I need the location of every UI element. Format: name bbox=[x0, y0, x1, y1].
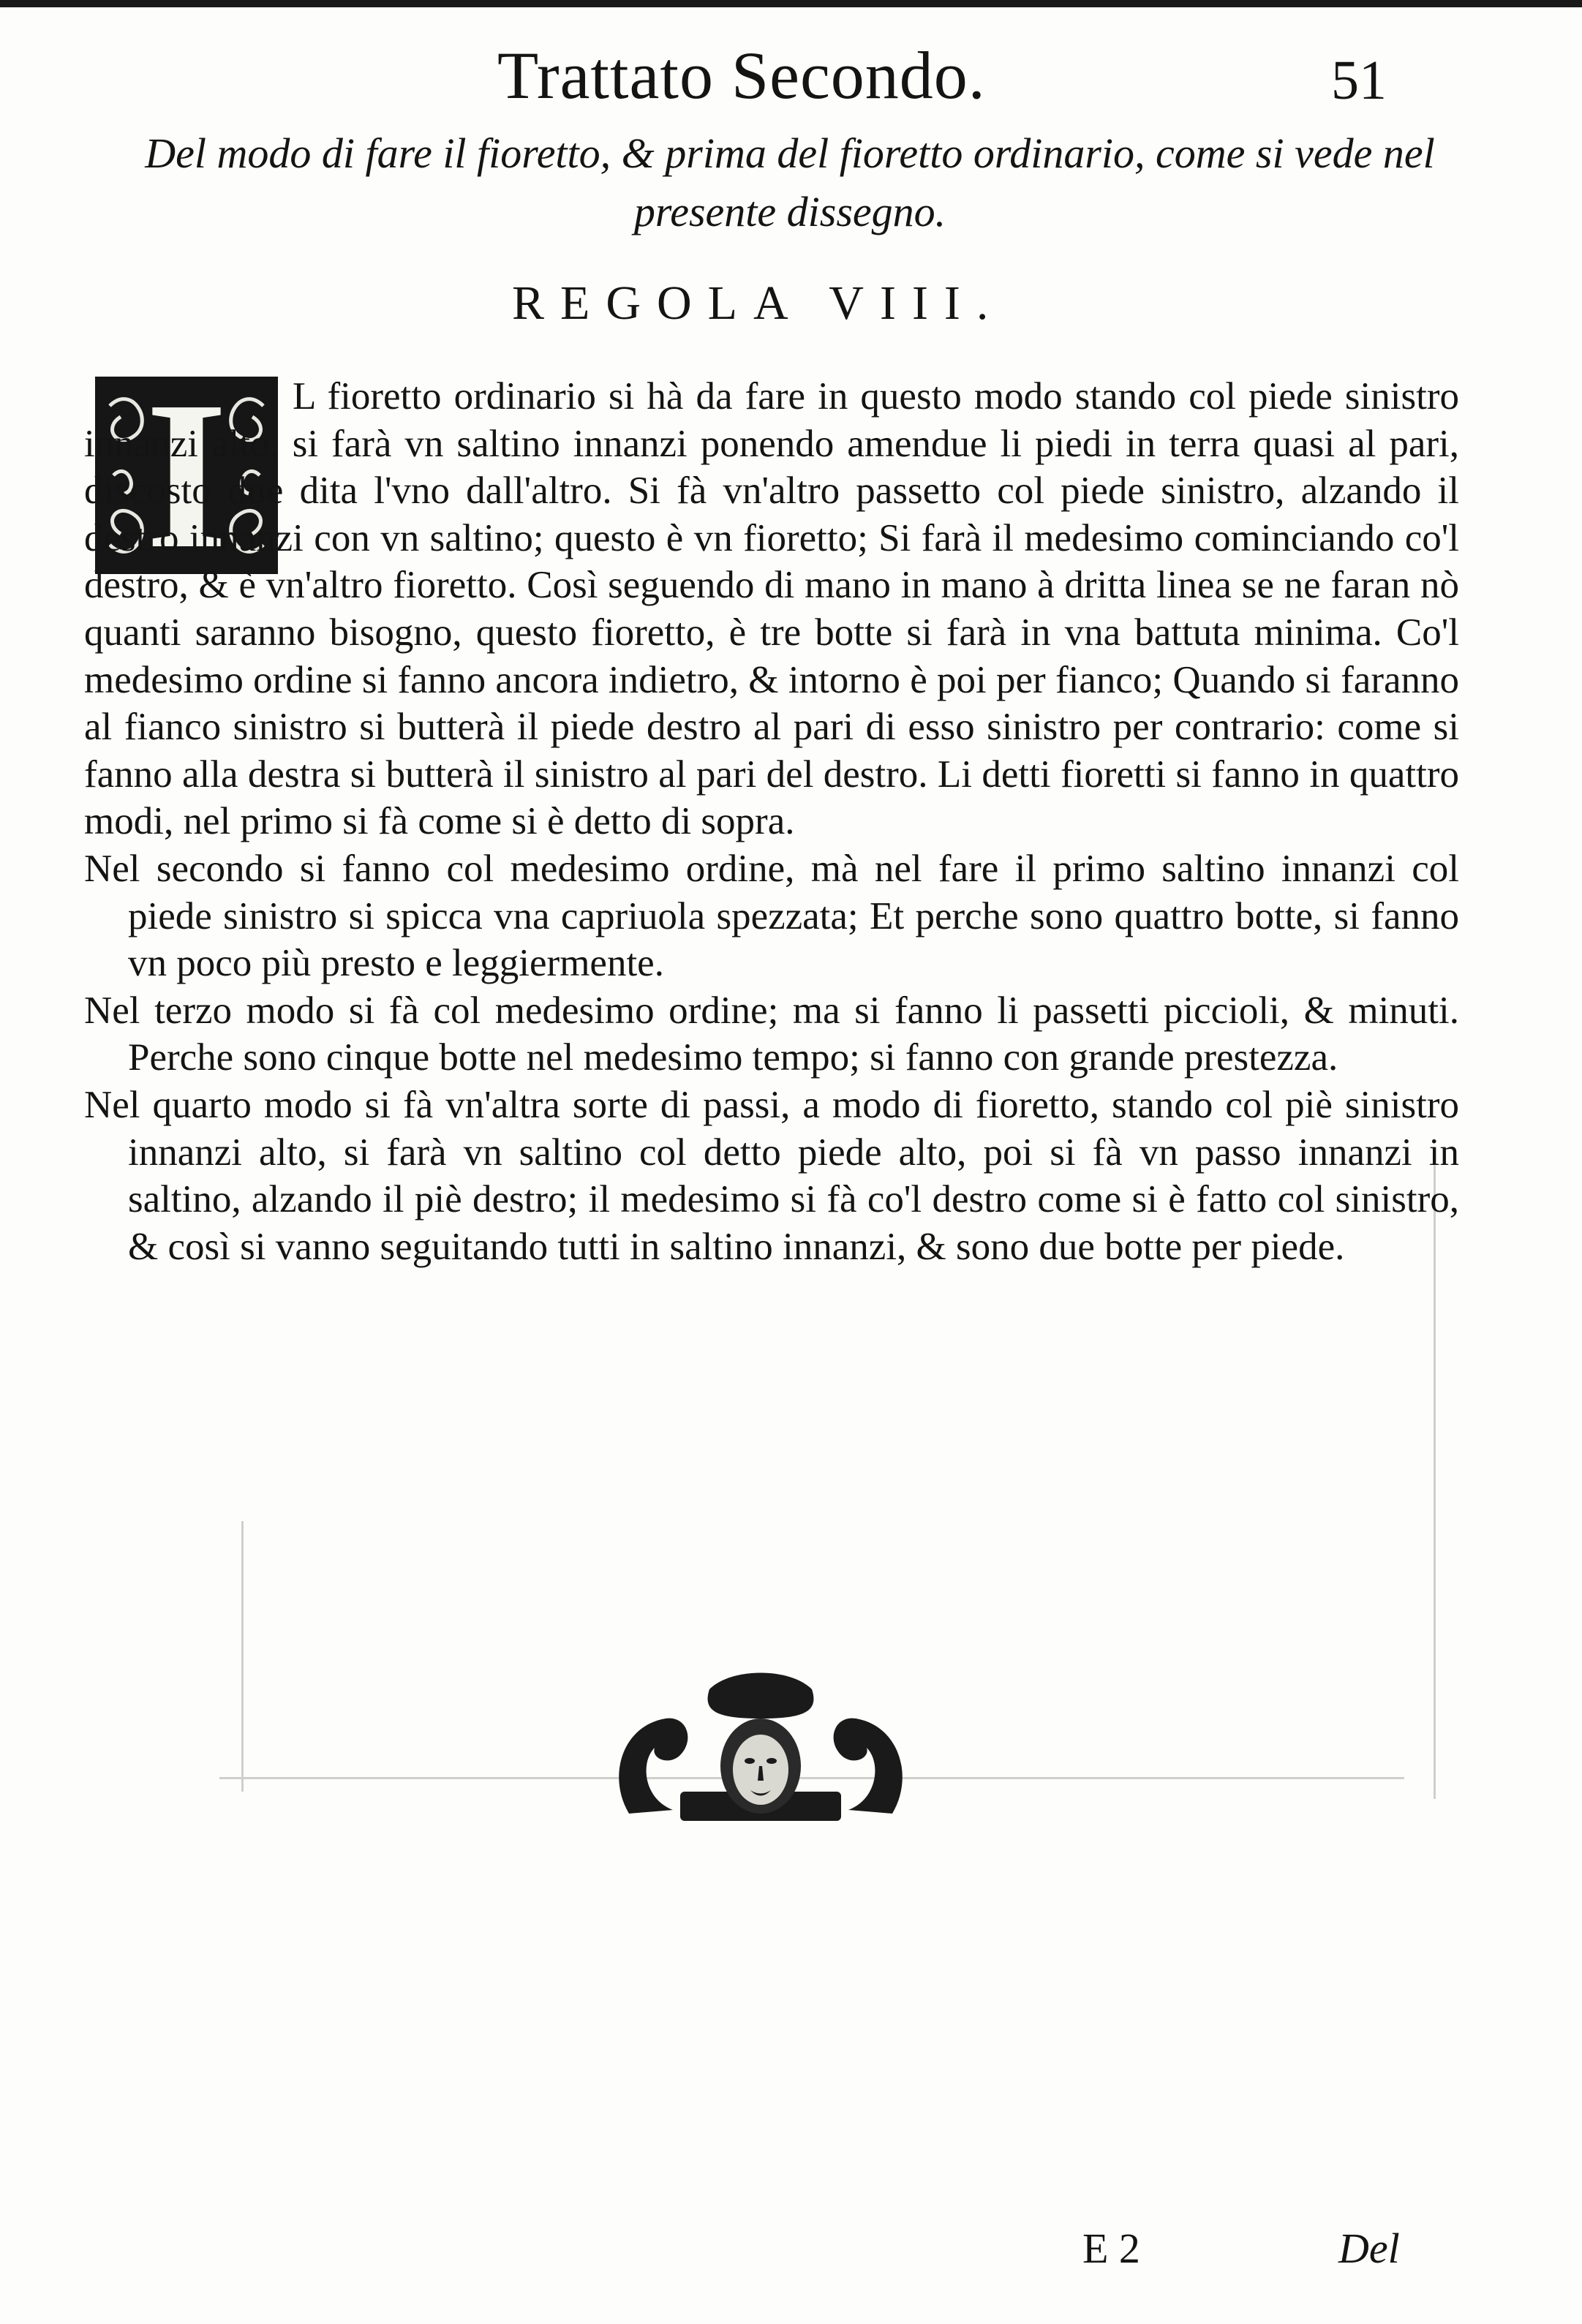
signature-mark: E 2 bbox=[1082, 2225, 1140, 2272]
chapter-subtitle: Del modo di fare il fioretto, & prima del fioretto ordinario, come si vede nel presente dissegno. bbox=[145, 129, 1435, 235]
page-number: 51 bbox=[1331, 50, 1387, 111]
tailpiece-ornament-icon bbox=[600, 1667, 922, 1843]
initial-letter: I bbox=[145, 377, 228, 574]
running-title: Trattato Secondo. bbox=[497, 38, 986, 113]
catchword: Del bbox=[1338, 2225, 1400, 2272]
paragraph-1: L fioretto ordinario si hà da fare in questo modo stando col piede sinistro innanzi alto, si farà vn saltino innanzi ponendo amendue li piedi in terra quasi al pari, discosto due dita l'vno dall'altro. Si fà vn'altro passetto col piede sinistro, alzando il destro innanzi con vn saltino; questo è vn fioretto; Si farà il medesimo cominciando co'l destro, & è vn'altro fioretto. Così seguendo di mano in mano à dritta linea se ne faran nò quanti saranno bisogno, questo fioretto, è tre botte si farà in vna battuta minima. Co'l medesimo ordine si fanno ancora indietro, & intorno è poi per fianco; Quando si faranno al fianco sinistro si butterà il piede destro al pari di esso sinistro per contrario: come si fanno alla destra si butterà il sinistro al pari del destro. Li detti fioretti si fanno in quattro modi, nel primo si fà come si è detto di sopra. bbox=[84, 375, 1459, 843]
rule-heading: REGOLA VIII. bbox=[512, 276, 1005, 330]
paragraph-3: Nel terzo modo si fà col medesimo ordine; ma si fanno li passetti piccioli, & minuti. Perche sono cinque botte nel medesimo tempo; si fanno con grande prestezza. bbox=[84, 989, 1459, 1079]
paragraph-2: Nel secondo si fanno col medesimo ordine, mà nel fare il primo saltino innanzi col piede sinistro si spicca vna capriuola spezzata; Et perche sono quattro botte, si fanno vn poco più presto e leggiermente. bbox=[84, 847, 1459, 985]
paragraph-4: Nel quarto modo si fà vn'altra sorte di passi, a modo di fioretto, stando col piè sinistro innanzi alto, si farà vn saltino col detto piede alto, poi si fà vn passo innanzi in saltino, alzando il piè destro; il medesimo si fà co'l destro come si è fatto col sinistro, & così si vanno seguitando tutti in saltino innanzi, & sono due botte per piede. bbox=[84, 1083, 1459, 1268]
top-rule bbox=[0, 0, 1582, 7]
body-text bbox=[84, 373, 1459, 1270]
frame-line bbox=[241, 1521, 244, 1792]
